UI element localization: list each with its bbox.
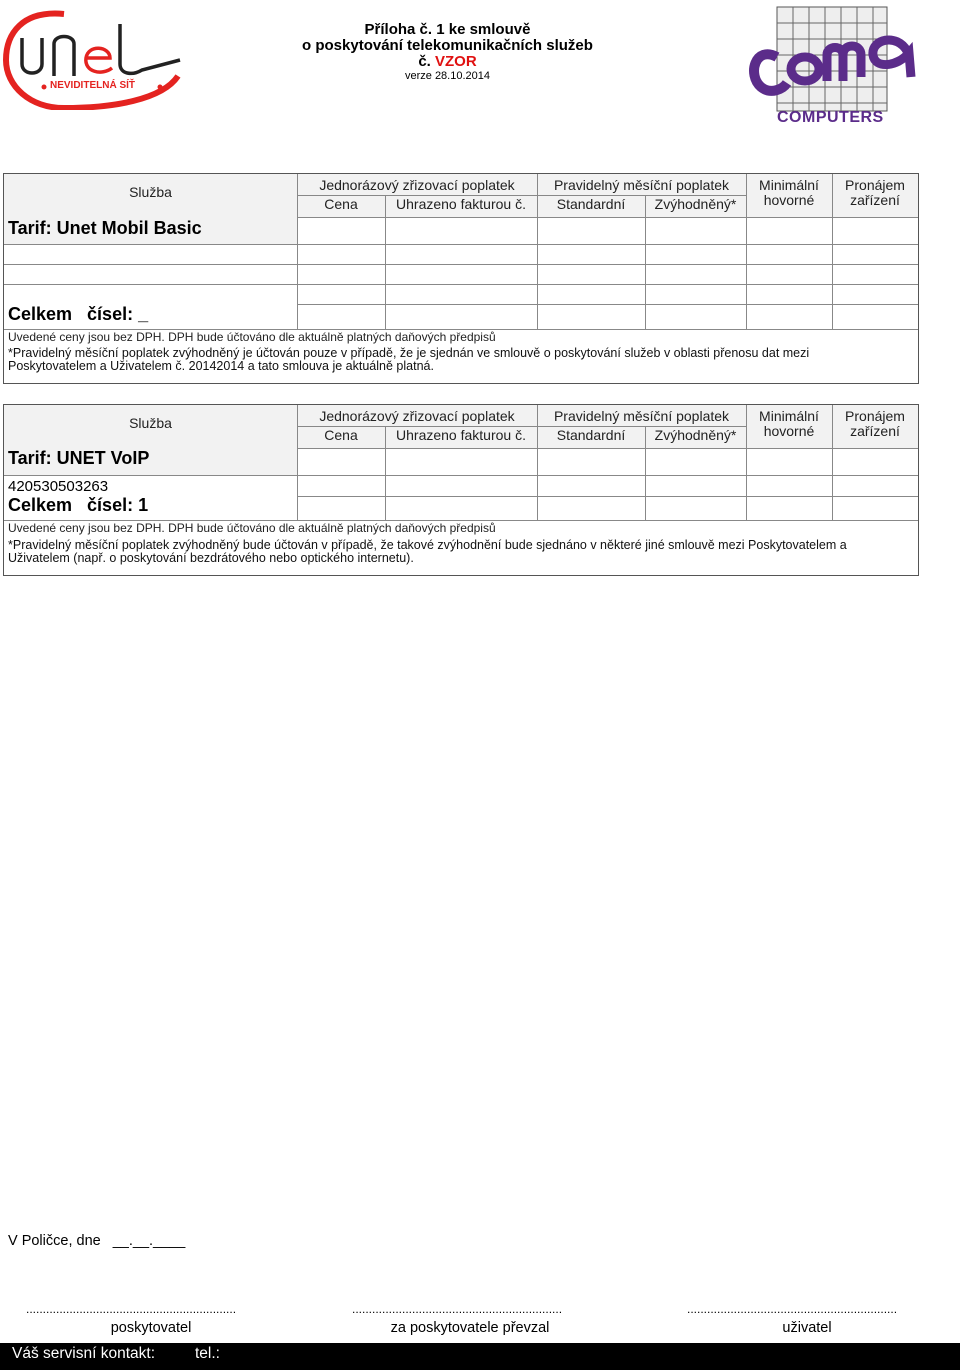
date-field[interactable]: __.__.____ — [112, 1233, 186, 1249]
signature-label-provider: poskytovatel — [110, 1320, 192, 1336]
place-date — [8, 1233, 185, 1249]
total-numbers: Celkem čísel: _ — [8, 304, 149, 324]
version-label: verze 28.10.2014 — [404, 70, 490, 82]
service-contact-tel: tel.: — [195, 1345, 220, 1362]
col-service: Služba — [129, 184, 172, 200]
tarif-name: Tarif: UNET VoIP — [8, 448, 150, 468]
vat-note: Uvedené ceny jsou bez DPH. DPH bude účtováno dle aktuálně platných daňových předpisů — [8, 521, 496, 535]
signature-label-user: uživatel — [782, 1320, 832, 1336]
footnote-line-1: *Pravidelný měsíční poplatek zvýhodněný bude účtován v případě, že takové zvýhodnění bude sjednáno v některé jiné smlouvě mezi Poskytovatelem a — [8, 538, 847, 552]
footnote — [8, 347, 913, 373]
col-one-time-fee: Jednorázový zřizovací poplatek — [319, 177, 515, 193]
col-price: Cena — [324, 427, 358, 443]
col-equipment-rent-line1: Pronájem — [845, 408, 905, 424]
title-line-3 — [270, 54, 625, 70]
service-contact-bar — [0, 1343, 960, 1370]
service-table-mobil — [3, 173, 919, 384]
title-contract-prefix: č. — [418, 53, 431, 70]
col-equipment-rent — [832, 409, 918, 439]
total-numbers: Celkem čísel: 1 — [8, 495, 149, 515]
col-equipment-rent — [832, 178, 918, 208]
col-minimum-calls-line1: Minimální — [759, 177, 819, 193]
col-equipment-rent-line2: zařízení — [850, 192, 900, 208]
col-standard: Standardní — [556, 196, 626, 212]
unet-logo-text: NEVIDITELNÁ SÍŤ — [50, 80, 136, 91]
signature-line-received: ............................................................... — [352, 1302, 563, 1316]
col-minimum-calls-line2: hovorné — [763, 192, 815, 208]
unet-logo — [2, 4, 184, 110]
col-equipment-rent-line1: Pronájem — [845, 177, 905, 193]
title-contract-number: VZOR — [435, 53, 477, 70]
document-title — [270, 22, 625, 70]
signature-label-received: za poskytovatele převzal — [390, 1320, 550, 1336]
title-line-2: o poskytování telekomunikačních služeb — [302, 37, 593, 54]
col-discounted: Zvýhodněný* — [654, 196, 737, 212]
col-standard: Standardní — [556, 427, 626, 443]
col-minimum-calls — [746, 409, 832, 439]
service-contact-label: Váš servisní kontakt: — [12, 1345, 156, 1362]
place-date-label: V Poličce, dne — [8, 1233, 101, 1249]
col-monthly-fee: Pravidelný měsíční poplatek — [553, 408, 730, 424]
service-table-voip — [3, 404, 919, 576]
phone-number: 420530503263 — [8, 478, 109, 495]
signature-line-user: ............................................................... — [687, 1302, 898, 1316]
col-paid-invoice: Uhrazeno fakturou č. — [396, 196, 526, 212]
col-paid-invoice: Uhrazeno fakturou č. — [396, 427, 526, 443]
title-line-1: Příloha č. 1 ke smlouvě — [364, 21, 531, 38]
col-discounted: Zvýhodněný* — [654, 427, 737, 443]
col-minimum-calls-line1: Minimální — [759, 408, 819, 424]
footnote-line-2: Poskytovatelem a Uživatelem č. 20142014 a tato smlouva je aktuálně platná. — [8, 359, 434, 373]
footnote-line-2: Uživatelem (např. o poskytování bezdrátového nebo optického internetu). — [8, 551, 414, 565]
col-price: Cena — [324, 196, 358, 212]
col-equipment-rent-line2: zařízení — [850, 423, 900, 439]
col-minimum-calls-line2: hovorné — [763, 423, 815, 439]
signature-line-provider: ............................................................... — [26, 1302, 237, 1316]
tarif-name: Tarif: Unet Mobil Basic — [8, 218, 202, 238]
col-one-time-fee: Jednorázový zřizovací poplatek — [319, 408, 515, 424]
col-monthly-fee: Pravidelný měsíční poplatek — [553, 177, 730, 193]
col-minimum-calls — [746, 178, 832, 208]
coma-logo-text: COMPUTERS — [777, 109, 884, 126]
footnote-line-1: *Pravidelný měsíční poplatek zvýhodněný je účtován pouze v případě, že je sjednán ve smlouvě o poskytování služeb v oblasti přenosu dat mezi — [8, 346, 810, 360]
coma-logo — [747, 5, 919, 128]
col-service: Služba — [129, 415, 172, 431]
footnote — [8, 539, 913, 565]
unet-logo-graphic — [2, 4, 184, 110]
vat-note: Uvedené ceny jsou bez DPH. DPH bude účtováno dle aktuálně platných daňových předpisů — [8, 330, 496, 344]
